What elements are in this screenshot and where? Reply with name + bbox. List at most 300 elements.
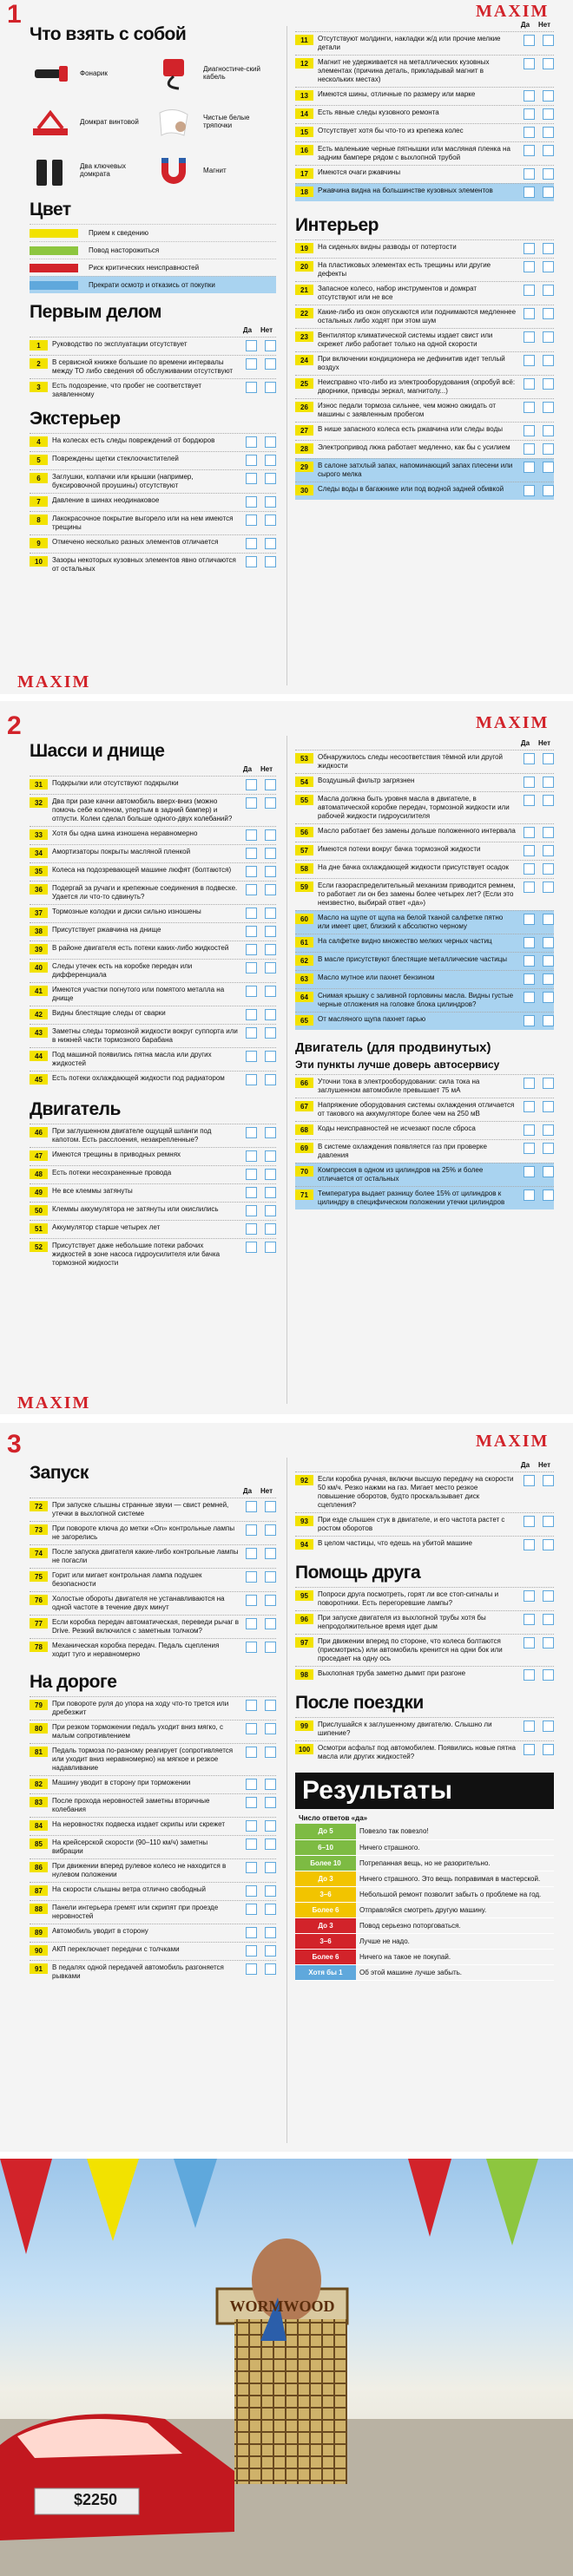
no-checkbox[interactable] [265,1945,276,1957]
no-checkbox[interactable] [265,962,276,973]
no-checkbox[interactable] [265,1820,276,1832]
yes-checkbox[interactable] [246,962,257,973]
no-checkbox[interactable] [265,1169,276,1180]
yes-checkbox[interactable] [246,515,257,526]
yes-checkbox[interactable] [246,1205,257,1216]
yes-checkbox[interactable] [524,845,535,856]
item-number: 85 [30,1839,48,1849]
item-number: 79 [30,1700,48,1710]
no-checkbox[interactable] [265,1571,276,1583]
item-number: 11 [295,35,313,45]
yes-checkbox[interactable] [246,1723,257,1734]
yes-checkbox[interactable] [524,1669,535,1681]
checklist-row [30,1124,276,1147]
no-checkbox[interactable] [265,1223,276,1235]
no-checkbox[interactable] [265,1548,276,1559]
exterior-title: Экстерьер [30,409,121,429]
yes-checkbox[interactable] [524,168,535,180]
no-checkbox[interactable] [543,1190,554,1201]
score-verdict: Отправляйся смотреть другую машину. [356,1902,554,1917]
no-checkbox[interactable] [265,779,276,790]
checklist-row [295,860,554,878]
item-text: На скорости слышны ветра отлично свободный [52,1885,207,1893]
yes-checkbox[interactable] [524,937,535,948]
legend-swatch [30,264,78,272]
yes-checkbox[interactable] [246,1885,257,1897]
item-text: На сиденьях видны разводы от потертости [318,243,457,251]
yes-checkbox[interactable] [246,1242,257,1253]
no-checkbox[interactable] [543,1124,554,1136]
yes-checkbox[interactable] [524,187,535,198]
yes-checkbox[interactable] [524,1721,535,1732]
no-checkbox[interactable] [543,955,554,967]
checklist-row [30,1047,276,1071]
item-number: 77 [30,1618,48,1629]
checklist-row [295,750,554,773]
no-checkbox[interactable] [265,1642,276,1653]
no-checkbox[interactable] [543,1744,554,1755]
item-text: Есть потеки охлаждающей жидкости под радиатором [52,1074,225,1082]
yes-checkbox[interactable] [246,1150,257,1162]
no-checkbox[interactable] [543,777,554,788]
no-checkbox[interactable] [265,473,276,484]
no-checkbox[interactable] [543,1721,554,1732]
yes-checkbox[interactable] [524,1015,535,1026]
checklist-row [30,1858,276,1882]
maxim-logo: MAXIM [476,1432,550,1451]
jack-icon [30,104,71,139]
checklist-row [295,328,554,351]
yes-checkbox[interactable] [524,1124,535,1136]
checklist-row [30,1793,276,1817]
yes-checkbox[interactable] [246,1524,257,1536]
yes-checkbox[interactable] [246,1027,257,1039]
yes-checkbox[interactable] [246,1051,257,1062]
item-number: 59 [295,882,313,892]
item-number: 17 [295,168,313,179]
yes-checkbox[interactable] [524,485,535,496]
no-checkbox[interactable] [543,355,554,366]
yes-checkbox[interactable] [524,127,535,138]
yes-checkbox[interactable] [246,1501,257,1512]
yes-checkbox[interactable] [524,1078,535,1089]
yes-checkbox[interactable] [524,1190,535,1201]
yes-checkbox[interactable] [246,1595,257,1606]
score-range: До 3 [295,1917,356,1933]
checklist-row [30,1591,276,1615]
no-checkbox[interactable] [543,127,554,138]
yes-checkbox[interactable] [246,1548,257,1559]
yes-checkbox[interactable] [246,496,257,508]
yes-checkbox[interactable] [524,1637,535,1649]
advanced-engine-subtitle: Эти пункты лучше доверь автосервису [295,1059,500,1071]
car-dealer-illustration [0,2159,573,2576]
yes-checkbox[interactable] [246,1700,257,1711]
no-checkbox[interactable] [265,884,276,895]
no-checkbox[interactable] [265,1027,276,1039]
no-checkbox[interactable] [543,243,554,254]
no-checkbox[interactable] [265,1187,276,1198]
no-checkbox[interactable] [265,1839,276,1850]
yes-checkbox[interactable] [246,1169,257,1180]
score-range: Более 6 [295,1902,356,1917]
no-checkbox[interactable] [265,436,276,448]
yes-checkbox[interactable] [246,797,257,809]
no-checkbox[interactable] [543,462,554,473]
item-text: Прислушайся к заглушенному двигателю. Слышно ли шипение? [318,1721,492,1737]
yes-checkbox[interactable] [524,827,535,838]
chassis-checklist [30,776,276,1089]
yes-checkbox[interactable] [246,1779,257,1790]
no-checkbox[interactable] [543,1475,554,1486]
item-number: 96 [295,1614,313,1624]
checklist-row [30,1817,276,1835]
yes-checkbox[interactable] [246,944,257,955]
yes-checkbox[interactable] [524,90,535,102]
checklist-row [30,1638,276,1662]
maxim-logo: MAXIM [17,672,91,692]
no-checkbox[interactable] [265,1501,276,1512]
yes-checkbox[interactable] [246,1963,257,1975]
yes-checkbox[interactable] [246,926,257,937]
yes-checkbox[interactable] [524,425,535,436]
yes-checkbox[interactable] [524,955,535,967]
yes-checkbox[interactable] [524,331,535,343]
item-number: 78 [30,1642,48,1652]
no-checkbox[interactable] [543,1101,554,1112]
yes-checkbox[interactable] [524,992,535,1003]
no-checkbox[interactable] [543,992,554,1003]
item-text: На пластиковых элементах есть трещины или другие дефекты [318,261,491,278]
results-row [295,1964,554,1980]
no-checkbox[interactable] [543,753,554,764]
checklist-row [295,183,554,201]
item-number: 3 [30,382,48,392]
yes-checkbox[interactable] [246,1747,257,1758]
no-checkbox[interactable] [265,455,276,466]
no-checkbox[interactable] [543,58,554,69]
yes-checkbox[interactable] [246,455,257,466]
yes-checkbox[interactable] [246,1127,257,1138]
yes-checkbox[interactable] [246,1904,257,1915]
advanced-engine-title: Двигатель (для продвинутых) [295,1040,491,1055]
score-verdict: Ничего страшного. Это вещь поправимая в мастерской. [356,1871,554,1886]
checklist-row [295,1472,554,1512]
chassis-title: Шасси и днище [30,741,165,761]
yes-checkbox[interactable] [246,1618,257,1629]
checklist-row [30,1220,276,1238]
item-text: При повороте руля до упора на ходу что-то трется или дребезжит [52,1700,229,1716]
item-text: При заглушенном двигателе ощущай шланги под капотом. Есть расслоения, незакрепленные? [52,1127,212,1144]
no-checkbox[interactable] [543,90,554,102]
yes-checkbox[interactable] [524,378,535,390]
kit-item: Фонарик [30,49,153,97]
checklist-row [295,1536,554,1554]
yes-checkbox[interactable] [246,1009,257,1020]
no-checkbox[interactable] [543,795,554,806]
yes-checkbox[interactable] [246,436,257,448]
no-checkbox[interactable] [543,1614,554,1625]
results-title: Результаты [295,1773,554,1809]
checklist-row [30,1521,276,1544]
no-checkbox[interactable] [543,308,554,319]
no-checkbox[interactable] [265,1862,276,1873]
yes-checkbox[interactable] [524,882,535,893]
yes-checkbox[interactable] [524,355,535,366]
yes-checkbox[interactable] [246,779,257,790]
yes-checkbox[interactable] [246,473,257,484]
no-checkbox[interactable] [265,1595,276,1606]
results-header: Число ответов «да» [299,1814,368,1822]
no-checkbox[interactable] [543,1143,554,1154]
yes-checkbox[interactable] [524,973,535,985]
no-checkbox[interactable] [265,496,276,508]
no-checkbox[interactable] [543,1078,554,1089]
yes-checkbox[interactable] [524,1101,535,1112]
yes-checkbox[interactable] [246,866,257,877]
no-checkbox[interactable] [265,1885,276,1897]
checklist-row [295,823,554,842]
yes-checkbox[interactable] [246,1927,257,1938]
no-checkbox[interactable] [265,1074,276,1085]
item-number: 2 [30,358,48,369]
no-checkbox[interactable] [265,1927,276,1938]
no-checkbox[interactable] [265,1524,276,1536]
no-checkbox[interactable] [543,187,554,198]
yes-checkbox[interactable] [524,1614,535,1625]
checklist-row [30,922,276,941]
no-checkbox[interactable] [543,378,554,390]
legend-label: Повод насторожиться [89,246,160,254]
no-checkbox[interactable] [543,845,554,856]
checklist-row [30,844,276,862]
item-number: 37 [30,908,48,918]
yes-checkbox[interactable] [524,795,535,806]
no-checkbox[interactable] [265,1963,276,1975]
no-checkbox[interactable] [265,848,276,859]
no-checkbox[interactable] [543,108,554,120]
item-number: 50 [30,1205,48,1216]
no-checkbox[interactable] [543,827,554,838]
yes-checkbox[interactable] [246,1223,257,1235]
yes-checkbox[interactable] [524,285,535,296]
legend-item [30,259,276,276]
yes-checkbox[interactable] [524,308,535,319]
no-checkbox[interactable] [265,866,276,877]
no-checkbox[interactable] [543,285,554,296]
item-text: На дне бачка охлаждающей жидкости присутствует осадок [318,863,509,871]
yes-checkbox[interactable] [246,908,257,919]
item-text: При движении вперед рулевое колесо не находится в нулевом положении [52,1862,227,1878]
no-checkbox[interactable] [543,145,554,156]
no-checkbox[interactable] [543,863,554,875]
checklist-row [30,355,276,378]
no-checkbox[interactable] [543,882,554,893]
item-text: Отмечено несколько разных элементов отличается [52,538,219,546]
no-checkbox[interactable] [265,1009,276,1020]
yes-checkbox[interactable] [524,243,535,254]
no-checkbox[interactable] [265,1242,276,1253]
yes-checkbox[interactable] [524,35,535,46]
no-checkbox[interactable] [265,515,276,526]
yes-checkbox[interactable] [246,848,257,859]
checklist-row [30,1024,276,1047]
score-range: До 5 [295,1824,356,1839]
item-text: После запуска двигателя какие-либо контрольные лампы не погасли [52,1548,239,1564]
no-checkbox[interactable] [265,829,276,841]
checklist-row [295,351,554,375]
yes-checkbox[interactable] [246,1074,257,1085]
item-text: Заглушки, колпачки или крышки (например, буксировочной проушины) отсутствуют [52,473,194,489]
yes-checkbox[interactable] [246,1820,257,1832]
no-checkbox[interactable] [265,1904,276,1915]
item-number: 36 [30,884,48,895]
no-checkbox[interactable] [265,340,276,351]
no-checkbox[interactable] [543,1516,554,1527]
yes-checkbox[interactable] [246,829,257,841]
no-checkbox[interactable] [265,797,276,809]
results-row [295,1871,554,1886]
yes-checkbox[interactable] [246,358,257,370]
no-checkbox[interactable] [265,1618,276,1629]
item-text: Зазоры некоторых кузовных элементов явно отличаются от остальных [52,556,236,573]
no-checkbox[interactable] [543,443,554,455]
no-checkbox[interactable] [265,358,276,370]
checklist-row [30,1071,276,1089]
yes-checkbox[interactable] [524,1590,535,1602]
yes-checkbox[interactable] [246,1571,257,1583]
no-checkbox[interactable] [265,1700,276,1711]
checklist-row [295,842,554,860]
no-checkbox[interactable] [543,1015,554,1026]
item-text: Есть маленькие черные пятнышки или масляная пленка на задним бампере рядом с выхлопной трубой [318,145,510,161]
yes-checkbox[interactable] [246,1839,257,1850]
kit-item: Домкрат винтовой [30,97,153,146]
no-checkbox[interactable] [543,1637,554,1649]
no-checkbox[interactable] [265,908,276,919]
no-checkbox[interactable] [265,538,276,549]
no-checkbox[interactable] [543,914,554,925]
no-checkbox[interactable] [543,1590,554,1602]
yes-checkbox[interactable] [524,1516,535,1527]
no-checkbox[interactable] [543,402,554,413]
yes-checkbox[interactable] [524,261,535,272]
flashlight-icon [30,56,71,90]
item-number: 54 [295,777,313,787]
no-checkbox[interactable] [265,1747,276,1758]
yes-checkbox[interactable] [524,914,535,925]
item-number: 98 [295,1669,313,1680]
item-number: 99 [295,1721,313,1731]
yes-checkbox[interactable] [246,382,257,393]
yes-checkbox[interactable] [524,108,535,120]
no-checkbox[interactable] [265,1797,276,1808]
kit-title: Что взять с собой [30,24,187,44]
no-checkbox[interactable] [265,944,276,955]
no-checkbox[interactable] [265,1150,276,1162]
no-checkbox[interactable] [543,1539,554,1550]
score-verdict: Повезло так повезло! [356,1824,554,1839]
yes-checkbox[interactable] [246,1797,257,1808]
item-number: 28 [295,443,313,454]
no-checkbox[interactable] [265,382,276,393]
item-text: Есть явные следы кузовного ремонта [318,108,439,116]
yes-checkbox[interactable] [246,1862,257,1873]
checklist-row [30,1882,276,1900]
yes-checkbox[interactable] [246,1945,257,1957]
no-checkbox[interactable] [543,331,554,343]
yes-checkbox[interactable] [246,986,257,997]
yes-checkbox[interactable] [524,145,535,156]
yes-checkbox[interactable] [246,1642,257,1653]
no-checkbox[interactable] [265,986,276,997]
item-text: Температура выдает разницу более 15% от цилиндров к цилиндру в специфическом положении утечки цилиндров [318,1190,505,1206]
score-range: 6–10 [295,1839,356,1855]
checklist-row [295,281,554,305]
item-text: Есть потеки несохраненные провода [52,1169,172,1177]
item-number: 47 [30,1150,48,1161]
yes-checkbox[interactable] [246,538,257,549]
yes-checkbox[interactable] [524,1143,535,1154]
yes-checkbox[interactable] [524,1166,535,1177]
yes-checkbox[interactable] [524,777,535,788]
no-checkbox[interactable] [543,1166,554,1177]
yes-checkbox[interactable] [524,753,535,764]
yes-checkbox[interactable] [524,1539,535,1550]
no-checkbox[interactable] [543,35,554,46]
page-number: 2 [7,711,22,740]
no-checkbox[interactable] [265,1127,276,1138]
yes-checkbox[interactable] [524,443,535,455]
no-checkbox[interactable] [543,261,554,272]
checklist-row [30,1165,276,1183]
score-verdict: Повод серьезно поторговаться. [356,1917,554,1933]
no-checkbox[interactable] [265,556,276,567]
yes-checkbox[interactable] [524,58,535,69]
item-number: 57 [295,845,313,855]
yes-checkbox[interactable] [524,1744,535,1755]
yes-checkbox[interactable] [246,1187,257,1198]
item-text: При включении кондиционера не дефинитив идет теплый воздух [318,355,505,371]
no-checkbox[interactable] [543,485,554,496]
yes-checkbox[interactable] [246,340,257,351]
item-text: Масла должна быть уровня масла в двигателе, в автоматической коробке передач, тормозной жидкости или рабочей жидкости гидроусилителя [318,795,510,820]
yes-checkbox[interactable] [246,884,257,895]
no-checkbox[interactable] [265,1723,276,1734]
no-checkbox[interactable] [543,973,554,985]
yes-checkbox[interactable] [524,1475,535,1486]
after-checklist [295,1717,554,1764]
item-number: 6 [30,473,48,483]
checklist-row [30,433,276,451]
no-checkbox[interactable] [265,1779,276,1790]
item-number: 48 [30,1169,48,1179]
yes-checkbox[interactable] [246,556,257,567]
yes-checkbox[interactable] [524,863,535,875]
item-text: Имеются участки погнутого или помятого металла на днище [52,986,225,1002]
score-range: До 3 [295,1871,356,1886]
no-checkbox[interactable] [543,1669,554,1681]
no-checkbox[interactable] [543,937,554,948]
no-checkbox[interactable] [265,1051,276,1062]
no-checkbox[interactable] [543,168,554,180]
checklist-row [30,941,276,959]
yes-checkbox[interactable] [524,402,535,413]
no-checkbox[interactable] [265,1205,276,1216]
yes-checkbox[interactable] [524,462,535,473]
no-checkbox[interactable] [543,425,554,436]
no-checkbox[interactable] [265,926,276,937]
